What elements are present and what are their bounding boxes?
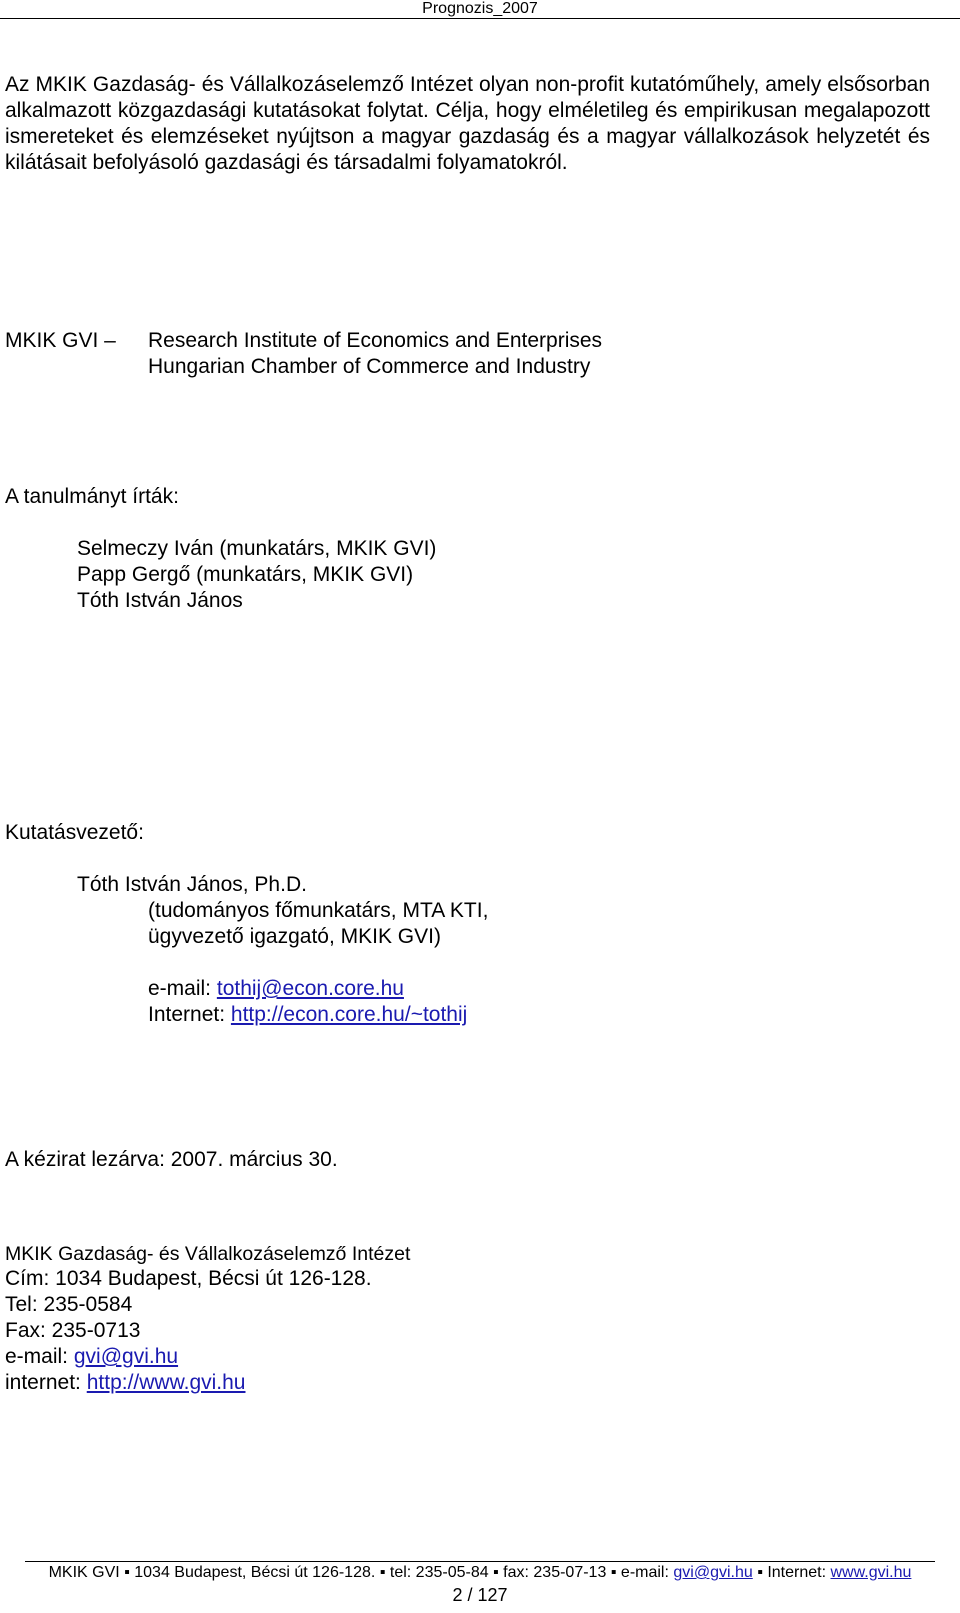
institute-name-en: Research Institute of Economics and Enterprises: [148, 329, 603, 352]
authors-heading: A tanulmányt írták:: [5, 485, 179, 508]
leader-role-1: (tudományos főmunkatárs, MTA KTI,: [148, 899, 489, 922]
header-divider: [0, 18, 960, 19]
leader-email-label: e-mail:: [148, 977, 212, 1000]
author-item: Papp Gergő (munkatárs, MKIK GVI): [77, 563, 414, 586]
manuscript-closed-date: A kézirat lezárva: 2007. március 30.: [5, 1148, 338, 1171]
leader-internet-link[interactable]: http://econ.core.hu/~tothij: [230, 1003, 468, 1026]
leader-heading: Kutatásvezető:: [5, 821, 144, 844]
contact-email-label: e-mail:: [5, 1345, 69, 1368]
institute-chamber-en: Hungarian Chamber of Commerce and Industry: [148, 355, 591, 378]
leader-name: Tóth István János, Ph.D.: [77, 873, 307, 896]
contact-email-row: [5, 1344, 178, 1370]
document-header-title: Prognozis_2007: [422, 0, 538, 17]
author-item: Selmeczy Iván (munkatárs, MKIK GVI): [77, 537, 437, 560]
contact-tel: Tel: 235-0584: [5, 1293, 133, 1316]
footer-text: MKIK GVI ▪ 1034 Budapest, Bécsi út 126-128. ▪ tel: 235-05-84 ▪ fax: 235-07-13 ▪ e-mail:: [48, 1564, 669, 1581]
intro-paragraph: Az MKIK Gazdaság- és Vállalkozáselemző Intézet olyan non-profit kutatóműhely, amely elsősorban alkalmazott közgazdasági kutatásokat folytat. Célja, hogy elméletileg és empirikusan megalapozott ismereteket és elemzéseket nyújtson a magyar gazdaság és a magyar vállalkozások helyzetét és kilátásait befolyásoló gazdasági és társadalmi folyamatokról.: [5, 73, 930, 174]
footer-web-link[interactable]: www.gvi.hu: [830, 1564, 912, 1581]
leader-email-row: [148, 976, 404, 1002]
contact-internet-row: [5, 1370, 245, 1396]
contact-fax: Fax: 235-0713: [5, 1319, 141, 1342]
footer-email-link[interactable]: gvi@gvi.hu: [673, 1564, 753, 1581]
footer-line: [0, 1563, 960, 1583]
contact-email-link[interactable]: gvi@gvi.hu: [73, 1345, 179, 1368]
page-number: 2 / 127: [452, 1585, 508, 1605]
contact-org: MKIK Gazdaság- és Vállalkozáselemző Intézet: [5, 1243, 411, 1265]
institute-label: MKIK GVI –: [5, 329, 116, 352]
leader-internet-row: [148, 1002, 467, 1028]
contact-internet-link[interactable]: http://www.gvi.hu: [86, 1371, 246, 1394]
leader-role-2: ügyvezető igazgató, MKIK GVI): [148, 925, 441, 948]
contact-internet-label: internet:: [5, 1371, 81, 1394]
leader-internet-label: Internet:: [148, 1003, 226, 1026]
leader-email-link[interactable]: tothij@econ.core.hu: [216, 977, 404, 1000]
footer-separator: ▪ Internet:: [757, 1564, 827, 1581]
footer-divider: [25, 1561, 935, 1562]
contact-address: Cím: 1034 Budapest, Bécsi út 126-128.: [5, 1267, 372, 1290]
author-item: Tóth István János: [77, 589, 243, 612]
